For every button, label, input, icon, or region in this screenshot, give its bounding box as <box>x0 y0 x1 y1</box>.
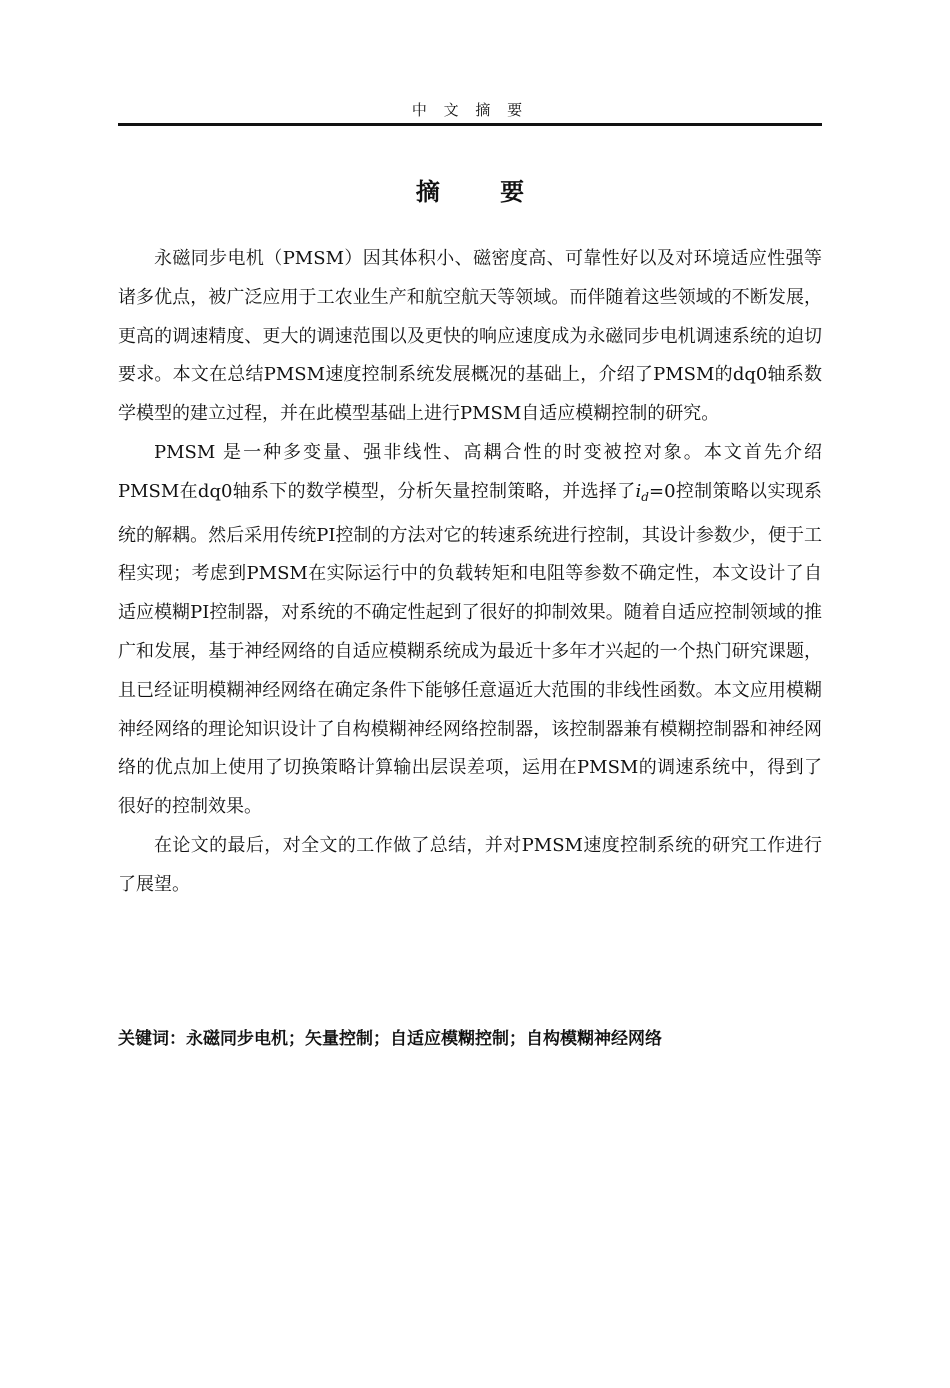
keywords-label: 关键词： <box>118 1029 186 1049</box>
keywords-line <box>118 1024 822 1054</box>
paragraph-3: 在论文的最后，对全文的工作做了总结，并对PMSM速度控制系统的研究工作进行了展望。 <box>118 834 822 895</box>
paragraph-1: 永磁同步电机（PMSM）因其体积小、磁密度高、可靠性好以及对环境适应性强等诸多优点，被广泛应用于工农业生产和航空航天等领域。而伴随着这些领域的不断发展，更高的调速精度、更大的调速范围以及更快的响应速度成为永磁同步电机调速系统的迫切要求。本文在总结PMSM速度控制系统发展概况的基础上，介绍了PMSM的dq0轴系数学模型的建立过程，并在此模型基础上进行PMSM自适应模糊控制的研究。 <box>118 248 822 425</box>
page-title: 摘 要 <box>415 178 551 206</box>
current-symbol-subscript: d <box>641 489 649 504</box>
current-symbol-i: i <box>635 480 642 502</box>
header-rule <box>118 123 822 126</box>
paragraph-2-text-after: =0控制策略以实现系统的解耦。然后采用传统PI控制的方法对它的转速系统进行控制，其设计参数少，便于工程实现；考虑到PMSM在实际运行中的负载转矩和电阻等参数不确定性，本文设计了自适应模糊PI控制器，对系统的不确定性起到了很好的抑制效果。随着自适应控制领域的推广和发展，基于神经网络的自适应模糊系统成为最近十多年才兴起的一个热门研究课题，且已经证明模糊神经网络在确定条件下能够任意逼近大范围的非线性函数。本文应用模糊神经网络的理论知识设计了自构模糊神经网络控制器，该控制器兼有模糊控制器和神经网络的优点加上使用了切换策略计算输出层误差项，运用在PMSM的调速系统中，得到了很好的控制效果。 <box>118 480 822 818</box>
paragraph-2-text-before: PMSM 是一种多变量、强非线性、高耦合性的时变被控对象。本文首先介绍PMSM在dq0轴系下的数学模型，分析矢量控制策略，并选择了 <box>118 441 822 502</box>
abstract-body <box>118 240 822 905</box>
keywords-text: 永磁同步电机；矢量控制；自适应模糊控制；自构模糊神经网络 <box>186 1029 662 1049</box>
running-header: 中 文 摘 要 <box>411 101 529 119</box>
paragraph-2 <box>118 434 822 827</box>
